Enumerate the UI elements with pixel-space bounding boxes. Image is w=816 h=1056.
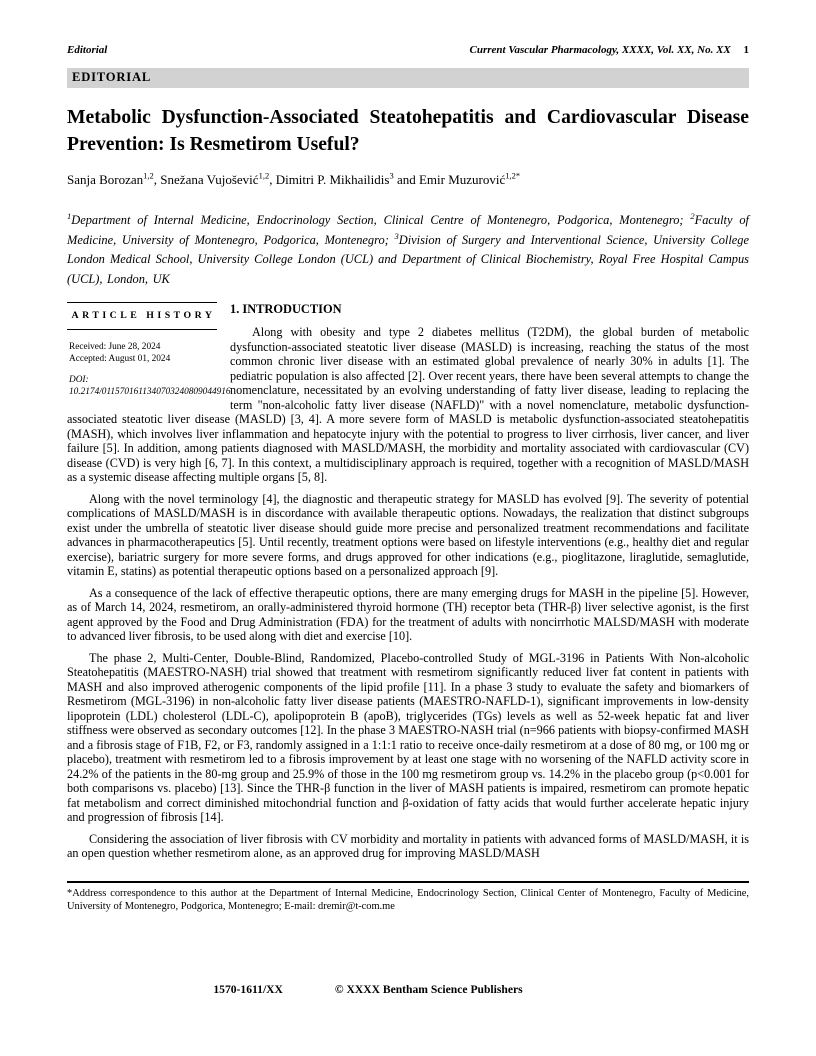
body-paragraph: Along with obesity and type 2 diabetes mellitus (T2DM), the global burden of metabolic dysfunction-associated steatotic liver disease (MASLD) is increasing, reaching the status of the most common chronic liver disease with an estimated global prevalence of nearly 30% in adults [1]. The pediatric population is also affected [2]. Over recent years, there have been several attempts to change the nomenclature, necessitated by an evolving understanding of fatty liver disease, leading to replacing the term "non-alcoholic fatty liver disease (NAFLD)" with a novel nomenclature, metabolic dysfunction-associated steatotic liver disease (MASLD) [3, 4]. A more severe form of MASLD is metabolic dysfunction-associated steatohepatitis (MASH), which involves liver inflammation and hepatocyte injury with the potential to progress to liver cirrhosis, liver cancer, and liver failure [5]. In addition, among patients diagnosed with MASLD/MASH, the morbidity and mortality associated with cardiovascular (CV) disease (CVD) is very high [6, 7]. In this context, a multidisciplinary approach is required, together with a recognition of MASLD/MASH as a systemic disease affecting multiple organs [5, 8]. <box>67 325 749 485</box>
article-history-heading: ARTICLE HISTORY <box>67 302 217 330</box>
page-footer <box>27 983 709 996</box>
issn-code: 1570-1611/XX <box>213 983 283 996</box>
page-number: 1 <box>743 44 749 56</box>
body-paragraph: Considering the association of liver fibrosis with CV morbidity and mortality in patients with advanced forms of MASLD/MASH, it is an open question whether resmetirom alone, as an approved drug for improving MASLD/MASH <box>67 831 749 861</box>
correspondence-footnote: *Address correspondence to this author at the Department of Internal Medicine, Endocrinology Section, Clinical Center of Montenegro, Faculty of Medicine, University of Montenegro, Podgorica, Montenegro; E-mail: dremir@t-com.me <box>67 887 749 913</box>
journal-name: Current Vascular Pharmacology, XXXX, Vol. XX, No. XX <box>469 44 731 56</box>
received-date: Received: June 28, 2024 <box>69 342 161 353</box>
accepted-date: Accepted: August 01, 2024 <box>69 354 171 365</box>
copyright-notice: © XXXX Bentham Science Publishers <box>334 983 523 996</box>
section-banner: EDITORIAL <box>67 68 749 88</box>
authors-line: Sanja Borozan$^{1,2}$, Snežana Vujošević$^{1,2}$, Dimitri P. Mikhailidis$^3$ and Emir Muzurović$^{1,2*}$ <box>67 170 521 187</box>
article-body <box>67 302 749 861</box>
body-paragraph: As a consequence of the lack of effective therapeutic options, there are many emerging drugs for MASH in the pipeline [5]. However, as of March 14, 2024, resmetirom, an orally-administered thyroid hormone (TH) receptor beta (THR-β) liver selective agonist, is the first agent approved by the Food and Drug Administration (FDA) for the treatment of adults with noncirrhotic MALSD/MASH with moderate to advanced liver fibrosis, to be used along with diet and exercise [10]. <box>67 585 749 644</box>
article-doi <box>67 374 231 398</box>
article-history-dates <box>67 341 217 365</box>
footnote-divider <box>67 881 749 883</box>
running-head-section: Editorial <box>67 44 108 56</box>
article-history-box <box>67 302 231 398</box>
introduction-heading: 1. INTRODUCTION <box>230 302 342 317</box>
running-head-right <box>470 44 749 56</box>
body-paragraph: The phase 2, Multi-Center, Double-Blind, Randomized, Placebo-controlled Study of MGL-3196 in Patients With Non-alcoholic Steatohepatitis (MAESTRO-NASH) trial showed that treatment with resmetirom significantly reduced liver fat content in patients with MASH and also improved atherogenic components of the lipid profile [11]. In a phase 3 study to evaluate the safety and biomarkers of Resmetirom (MGL-3196) in non-alcoholic fatty liver disease patients (MAESTRO-NAFLD-1), significant improvements in low-density lipoprotein (LDL) cholesterol (LDL-C), apolipoprotein B (apoB), triglycerides (TGs) levels as well as 52-week hepatic fat and liver stiffness were observed as secondary outcomes [12]. In the phase 3 MAESTRO-NASH trial (n=966 patients with biopsy-confirmed MASH and a fibrosis stage of F1B, F2, or F3, randomly assigned in a 1:1:1 ratio to receive once-daily resmetirom at a dose of 80 mg, or 100 mg or placebo), treatment with resmetirom led to a fibrosis improvement by at least one stage with no worsening of the NAFLD activity score in 24.2% of the patients in the 80-mg group and 25.9% of those in the 100 mg resmetirom group vs. 14.2% in the placebo group (p<0.001 for both comparisons vs. placebo) [13]. Since the THR-β function in the liver of MASH patients is impaired, resmetirom can promote hepatic fat metabolism and correct diminished mitochondrial function and β-oxidation of fatty acids that would further accelerate hepatic injury and progression of fibrosis [14]. <box>67 650 749 825</box>
body-paragraph: Along with the novel terminology [4], the diagnostic and therapeutic strategy for MASLD has evolved [9]. The severity of potential complications of MASLD/MASH is in discordance with available therapeutic options. Nowadays, the realization that distinct subgroups exist under the umbrella of steatotic liver disease should guide more precise and personalized treatment recommendations and facilitate advances in pharmacotherapeutics [5]. Until recently, treatment options were based on lifestyle interventions (e.g., healthy diet and regular exercise), bariatric surgery for more severe forms, and drugs approved for other indications (e.g., pioglitazone, liraglutide, semaglutide, vitamin E, statins) as potential therapeutic options based on a personalized approach [9]. <box>67 491 749 579</box>
paragraph-container <box>67 325 749 861</box>
affiliations: $^1$Department of Internal Medicine, Endocrinology Section, Clinical Centre of Montenegro, Podgorica, Montenegro; $^2$Faculty of Medicine, University of Montenegro, Podgorica, Montenegro; $^3$Division of Surgery and Interventional Science, University College London Medical School, University College London (UCL) and Department of Clinical Biochemistry, Royal Free Hospital Campus (UCL), London, UK <box>67 210 749 286</box>
doi-value: 10.2174/0115701611340703240809044916 <box>69 387 231 398</box>
doi-label: DOI: <box>69 375 89 386</box>
running-head <box>67 44 749 56</box>
article-title: Metabolic Dysfunction-Associated Steatohepatitis and Cardiovascular Disease Prevention: Is Resmetirom Useful? <box>67 107 749 155</box>
